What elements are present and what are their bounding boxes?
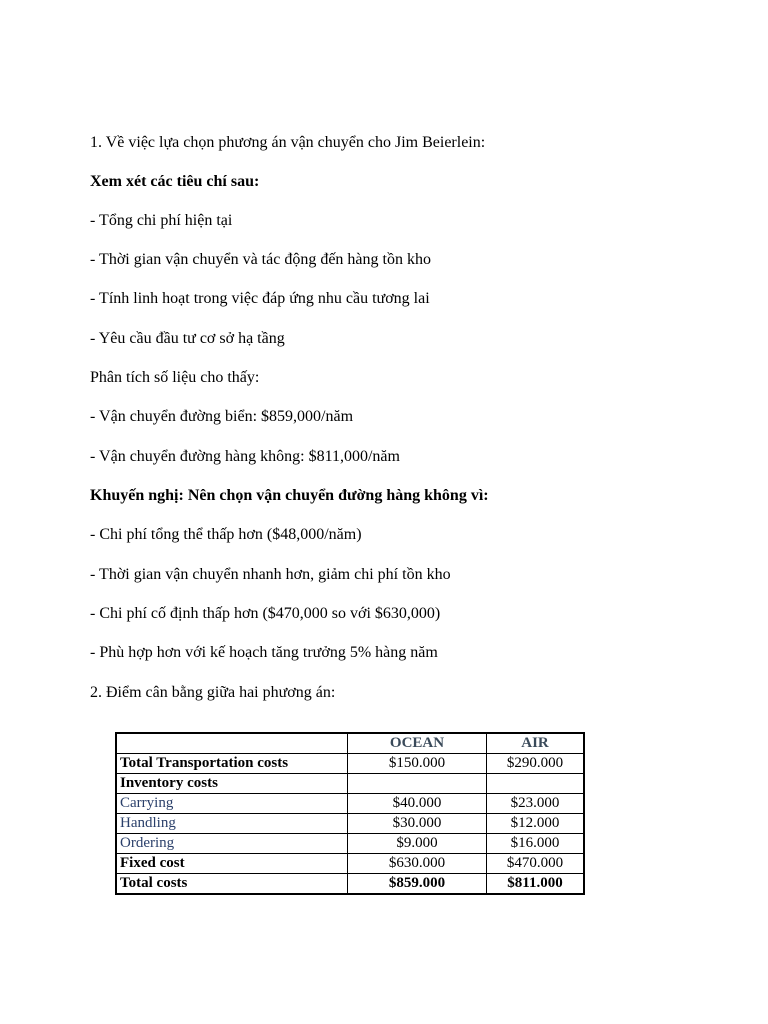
row-air-value	[487, 774, 585, 794]
table-row	[116, 794, 584, 814]
row-air-value: $23.000	[487, 794, 585, 814]
table-header-label	[116, 733, 348, 754]
table-row	[116, 814, 584, 834]
row-label: Carrying	[116, 794, 348, 814]
row-ocean-value: $859.000	[348, 874, 487, 895]
row-air-value: $290.000	[487, 754, 585, 774]
row-ocean-value: $30.000	[348, 814, 487, 834]
table-row	[116, 834, 584, 854]
paragraph-criteria-2: - Thời gian vận chuyển và tác động đến hàng tồn kho	[90, 251, 431, 268]
table-row	[116, 854, 584, 874]
paragraph-recommendation-title: Khuyến nghị: Nên chọn vận chuyển đường hàng không vì:	[90, 487, 489, 504]
row-ocean-value: $9.000	[348, 834, 487, 854]
paragraph-analysis-title: Phân tích số liệu cho thấy:	[90, 369, 260, 386]
row-ocean-value: $40.000	[348, 794, 487, 814]
row-label: Fixed cost	[116, 854, 348, 874]
paragraph-reason-2: - Thời gian vận chuyển nhanh hơn, giảm chi phí tồn kho	[90, 566, 451, 583]
paragraph-reason-1: - Chi phí tổng thể thấp hơn ($48,000/năm)	[90, 526, 362, 543]
paragraph-analysis-ocean: - Vận chuyển đường biển: $859,000/năm	[90, 408, 354, 425]
table-row	[116, 774, 584, 794]
paragraph-criteria-3: - Tính linh hoạt trong việc đáp ứng nhu cầu tương lai	[90, 290, 430, 307]
row-air-value: $12.000	[487, 814, 585, 834]
row-label: Handling	[116, 814, 348, 834]
table-header-row	[116, 733, 584, 754]
row-air-value: $16.000	[487, 834, 585, 854]
table-row	[116, 754, 584, 774]
paragraph-heading-2: 2. Điểm cân bằng giữa hai phương án:	[90, 684, 336, 701]
paragraph-reason-4: - Phù hợp hơn với kế hoạch tăng trưởng 5% hàng năm	[90, 644, 438, 661]
row-ocean-value: $150.000	[348, 754, 487, 774]
paragraph-heading-1: 1. Về việc lựa chọn phương án vận chuyển cho Jim Beierlein:	[90, 134, 486, 151]
paragraph-reason-3: - Chi phí cố định thấp hơn ($470,000 so với $630,000)	[90, 605, 441, 622]
row-air-value: $470.000	[487, 854, 585, 874]
row-ocean-value	[348, 774, 487, 794]
paragraph-criteria-4: - Yêu cầu đầu tư cơ sở hạ tầng	[90, 330, 285, 347]
paragraph-criteria-title: Xem xét các tiêu chí sau:	[90, 173, 260, 190]
row-label: Total Transportation costs	[116, 754, 348, 774]
paragraph-analysis-air: - Vận chuyển đường hàng không: $811,000/năm	[90, 448, 400, 465]
row-label: Total costs	[116, 874, 348, 895]
row-air-value: $811.000	[487, 874, 585, 895]
row-label: Ordering	[116, 834, 348, 854]
cost-comparison-table	[115, 732, 585, 895]
row-ocean-value: $630.000	[348, 854, 487, 874]
table-header-ocean: OCEAN	[348, 733, 487, 754]
row-label: Inventory costs	[116, 774, 348, 794]
table-header-air: AIR	[487, 733, 585, 754]
table-row-total	[116, 874, 584, 895]
paragraph-criteria-1: - Tổng chi phí hiện tại	[90, 212, 233, 229]
